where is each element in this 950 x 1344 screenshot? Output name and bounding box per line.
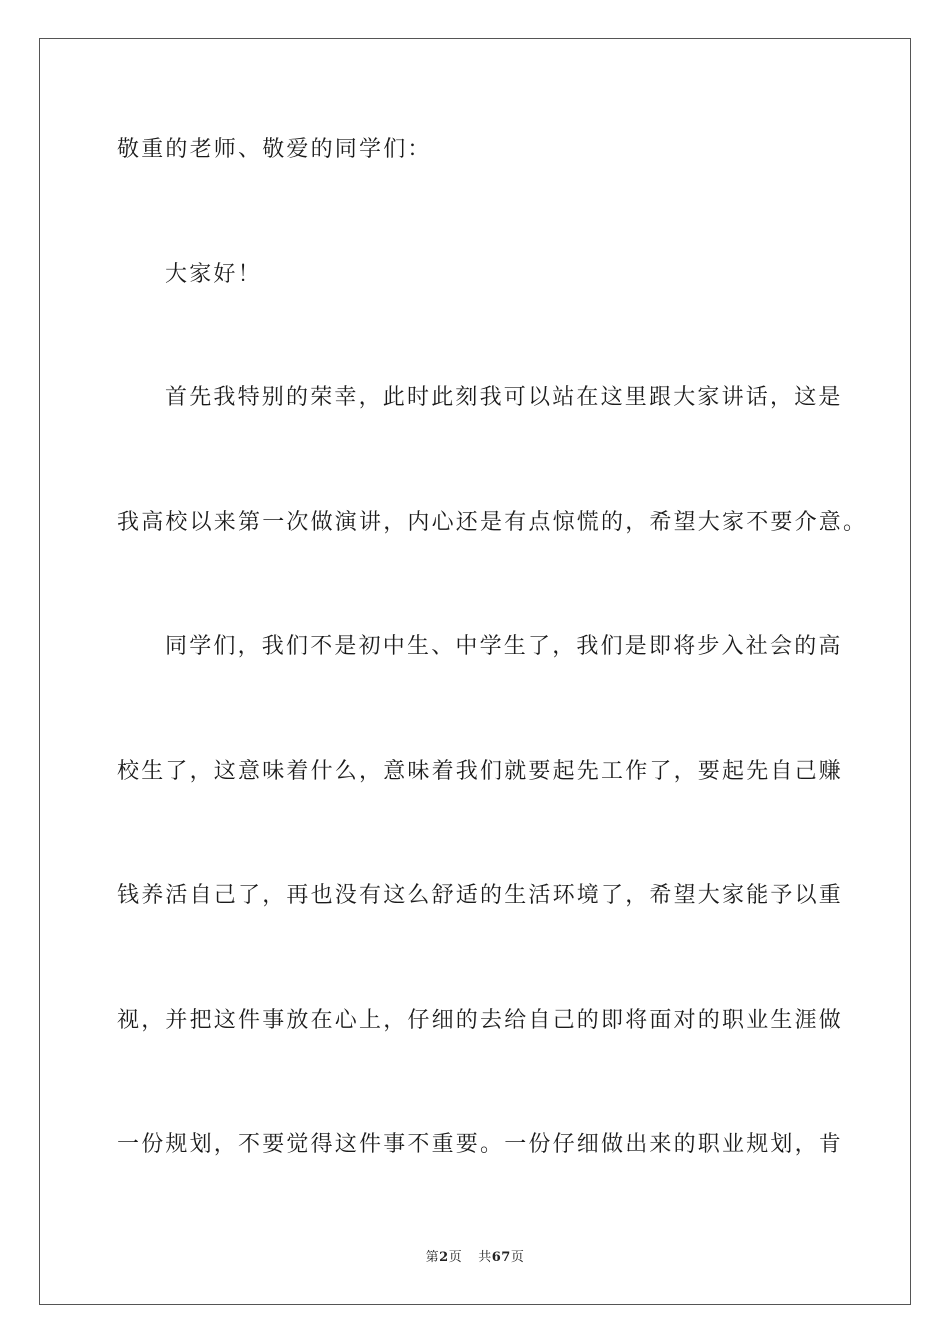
greeting-line: 大家好！ <box>165 262 262 287</box>
page-prefix: 第 <box>425 1250 440 1265</box>
body-line: 视，并把这件事放在心上，仔细的去给自己的即将面对的职业生涯做 <box>117 1008 844 1033</box>
page-border <box>39 38 911 1305</box>
page-number: 2 <box>439 1250 449 1265</box>
total-suffix: 页 <box>510 1250 525 1265</box>
body-line: 校生了，这意味着什么，意味着我们就要起先工作了，要起先自己赚 <box>117 759 844 784</box>
page-suffix: 页 <box>448 1250 463 1265</box>
body-line: 一份规划，不要觉得这件事不重要。一份仔细做出来的职业规划，肯 <box>117 1132 844 1157</box>
page-footer <box>0 1246 950 1265</box>
total-prefix: 共 <box>478 1250 492 1265</box>
body-line: 钱养活自己了，再也没有这么舒适的生活环境了，希望大家能予以重 <box>117 883 844 908</box>
body-line: 首先我特别的荣幸，此时此刻我可以站在这里跟大家讲话，这是 <box>165 385 843 410</box>
body-line: 我高校以来第一次做演讲，内心还是有点惊慌的，希望大家不要介意。 <box>117 510 868 535</box>
total-pages: 67 <box>491 1250 511 1265</box>
salutation-line: 敬重的老师、敬爱的同学们： <box>117 137 432 162</box>
body-line: 同学们，我们不是初中生、中学生了，我们是即将步入社会的高 <box>165 634 843 659</box>
